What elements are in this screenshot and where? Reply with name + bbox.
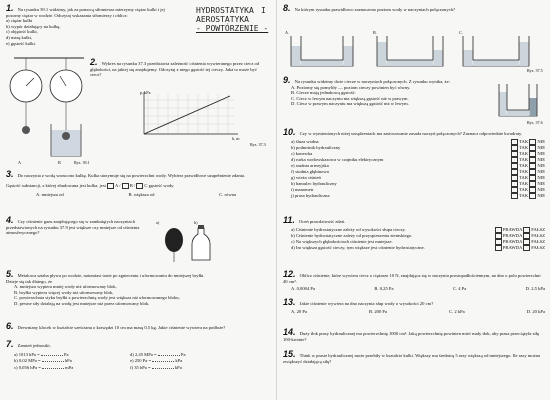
question-11-items [283, 227, 545, 251]
no-label: NIE [537, 180, 545, 186]
list-item: D. Ciecz w prawym naczyniu ma większą gęstość niż w lewym. [291, 101, 409, 107]
option-b-checkbox[interactable] [122, 183, 129, 189]
no-label: NIE [537, 144, 545, 150]
pressure-depth-graph [138, 90, 248, 142]
conversion-row [14, 364, 268, 371]
balloon-bottle-figure [162, 224, 222, 264]
figure-caption-39-1: Rys. 39.1 [74, 160, 90, 165]
option-b-label: B / [129, 182, 136, 188]
yes-checkbox[interactable] [511, 193, 518, 199]
title-mark: I [261, 6, 266, 15]
yes-no-row [291, 193, 545, 199]
question-text: Na rysunku 39.1 widzimy, jak za pomocą siłomierza mierzymy ciężar kulki i jej pozorny ciężar w wodzie. Odczytaj wskazania siłomierzy i oblicz: [6, 7, 165, 18]
device-name: d) rurka wodowskazowa w czajniku elektrycznym [291, 156, 384, 162]
list-item: e) gęstość kulki. [6, 40, 36, 46]
question-number: 13. [283, 297, 296, 307]
yes-label: TAK [519, 138, 530, 144]
question-1-items [6, 18, 181, 46]
true-label: PRAWDA [502, 238, 524, 244]
true-false-options [495, 245, 545, 251]
conversion-cell [14, 364, 124, 371]
question-text: Think w prasie hydraulicznej może przebiły w kształcie kulki. Większy ma średnicę 5 razy większą od mniejszego. Ile razy można zwiększyć działającą siłę? [283, 353, 541, 364]
yes-label: TAK [519, 150, 530, 156]
list-item: b) wypór działający na kulkę, [6, 23, 61, 29]
question-text: Czy ciśnienie gazu znajdującego się w zamkniętych naczyniach przedstawionych na rysunku 37.9 jest większe czy mniejsze od ciśnienia atmosferycznego? [6, 219, 140, 236]
question-3-choices [6, 192, 236, 198]
answer-choice[interactable]: D. 2,5 kPa [525, 286, 545, 292]
conversion-cell [130, 351, 240, 358]
false-label: FAŁSZ [531, 244, 545, 250]
question-text: Zamień jednostki. [17, 343, 51, 348]
figure-caption-37-3: Rys. 37.3 [250, 142, 266, 147]
no-label: NIE [537, 138, 545, 144]
answer-blank[interactable] [42, 364, 64, 369]
conversion-cell [130, 357, 240, 364]
conversion-cell [14, 351, 124, 358]
conversion-unit: mPa [63, 364, 74, 370]
yes-label: TAK [519, 174, 530, 180]
option-c-checkbox[interactable] [136, 183, 143, 189]
answer-blank[interactable] [152, 357, 174, 362]
list-item: D. pewne siły działają na wodę jest mniejsze niż przez uformowany blok. [14, 300, 150, 306]
label-b: B [58, 160, 61, 165]
true-label: PRAWDA [502, 232, 524, 238]
statement: a) Ciśnienie hydrostatyczne zależy od wysokości słupa cieczy. [291, 226, 406, 232]
question-number: 4. [6, 215, 14, 225]
conversion-expression: a) 1013 hPa = [14, 351, 41, 357]
question-5 [6, 269, 206, 307]
yes-label: TAK [519, 156, 530, 162]
answer-choice[interactable]: A. 0,0004 Pa [291, 286, 315, 292]
conversion-cell [130, 364, 240, 371]
answer-choice[interactable]: A. 20 Pa [291, 308, 307, 314]
list-item: A. Poziomy się pomyliły — poziom cieczy powinien być równy. [291, 84, 411, 90]
figure-caption-37-5: Rys. 37.5 [527, 68, 543, 73]
conversion-expression: e) 250 Pa = [130, 358, 153, 364]
question-number: 6. [6, 321, 14, 331]
no-checkbox[interactable] [529, 193, 536, 199]
no-label: NIE [537, 156, 545, 162]
false-checkbox[interactable] [523, 245, 530, 251]
device-name: e) studnia artezyjska [291, 162, 329, 168]
question-number: 9. [283, 75, 291, 85]
question-9-items [283, 85, 483, 107]
answer-blank[interactable] [152, 364, 174, 369]
choice-a: A. mniejsza od [36, 191, 64, 197]
yes-label: TAK [519, 186, 530, 192]
question-14 [283, 327, 545, 342]
question-7 [6, 339, 268, 370]
title-line-2: AEROSTATYKA [196, 15, 249, 24]
no-label: NIE [537, 186, 545, 192]
list-item: d) masę kulki, [6, 34, 33, 40]
question-number: 15. [283, 349, 296, 359]
list-item: B. Ciecze mają jednakową gęstość. [291, 90, 356, 96]
conversion-unit: Pa [179, 351, 186, 357]
question-text: Czy w wymienionych niżej urządzeniach ma zastosowanie zasada naczyń połączonych? Zaznacz odpowiednie kwadraty. [299, 131, 523, 136]
question-number: 10. [283, 127, 296, 137]
answer-blank[interactable] [42, 357, 64, 362]
list-item: B. bryłka wypiera więcej wody niż uformowany blok, [14, 289, 114, 295]
question-13 [283, 297, 545, 314]
question-number: 2. [90, 57, 98, 67]
question-10-items [283, 139, 545, 199]
question-text: Oceń prawdziwość zdań. [299, 219, 346, 224]
question-8 [283, 3, 545, 13]
page-divider [276, 0, 277, 400]
answer-choice[interactable]: C. 4 Pa [452, 286, 467, 292]
option-a-checkbox[interactable] [107, 183, 114, 189]
conversion-cell [14, 357, 124, 364]
device-name: b) podnośnik hydrauliczny [291, 144, 341, 150]
question-text: Drewniany klocek w kształcie sześcianu o krawędzi 10 cm ma masę 0,5 kg. Jakie ciśnienie wywiera na podłoże? [17, 325, 226, 330]
question-3 [6, 169, 268, 197]
connected-vessels-figure [283, 34, 545, 70]
answer-blank[interactable] [41, 351, 63, 356]
conversion-row [14, 357, 268, 364]
yes-label: TAK [519, 144, 530, 150]
question-number: 5. [6, 269, 14, 279]
false-label: FAŁSZ [531, 238, 545, 244]
unit-conversion-table [6, 351, 268, 371]
graph-x-label: h, m [232, 136, 240, 141]
conversion-unit: Pa [62, 351, 69, 357]
list-item: C. Ciecz w lewym naczyniu ma większą gęstość niż w prawym. [291, 95, 409, 101]
question-12 [283, 269, 545, 292]
question-1 [6, 3, 181, 46]
question-4 [6, 215, 156, 236]
device-name: c) konewka [291, 150, 313, 156]
question-6 [6, 321, 268, 331]
question-12-choices [283, 286, 545, 292]
choice-c: C. równa [219, 191, 236, 197]
question-number: 3. [6, 169, 14, 179]
conversion-unit: hPa [63, 358, 72, 364]
conversion-row [14, 351, 268, 358]
yes-label: TAK [519, 180, 530, 186]
device-name: a) śluza wodna [291, 138, 319, 144]
yes-label: TAK [519, 162, 530, 168]
question-text: Wykres na rysunku 37.3 przedstawia zależność ciśnienia wywieranego przez ciecz od głębokości, na jakiej się znajdujemy. Odczytaj z niego gęstość tej cieczy. Jaka to może być ciecz? [90, 61, 260, 78]
question-5-items [6, 284, 206, 306]
question-text: Metalowa sztaba pływa po wodzie, natomiast tonie po zgnieceniu i uformowaniu do mniejszej bryłki. Dzieje się tak dlatego, że [6, 273, 205, 284]
spring-scales-figure [6, 56, 91, 166]
vessel-label-b: B. [373, 30, 377, 35]
statement: c) Na większych głębokościach ciśnienie jest mniejsze. [291, 238, 393, 244]
true-label: PRAWDA [502, 226, 524, 232]
question-number: 7. [6, 339, 14, 349]
question-15 [283, 349, 545, 364]
graph-y-label: p, kPa [140, 90, 151, 95]
question-3-sentence [6, 183, 268, 189]
conversion-unit: kPa [173, 364, 182, 370]
sentence-part-2: gęstość wody. [148, 182, 175, 188]
list-item: C. powierzchnia styku bryłki z powierzchnią wody jest większa niż uformowanego bloku, [14, 295, 180, 301]
question-number: 14. [283, 327, 296, 337]
device-name: g) wieża ciśnień [291, 174, 321, 180]
answer-choice[interactable]: C. 2 kPa [449, 308, 465, 314]
conversion-unit: kPa [174, 358, 183, 364]
conversion-expression: c) 0,056 hPa = [14, 364, 42, 370]
handwritten-title [196, 6, 271, 33]
fig-label-b: b) [194, 220, 198, 225]
u-tube-figure [493, 82, 543, 122]
answer-choice[interactable]: D. 20 kPa [526, 308, 545, 314]
question-text: Jakie ciśnienie wywiera na dno naczynia słup wody o wysokości 20 cm? [299, 301, 434, 306]
conversion-expression: f) 35 hPa = [130, 364, 152, 370]
no-label: NIE [537, 168, 545, 174]
question-10 [283, 127, 545, 199]
no-label: NIE [537, 174, 545, 180]
device-name: j) prasa hydrauliczna [291, 192, 330, 198]
answer-choice[interactable]: B. 0,25 Pa [374, 286, 394, 292]
vessel-label-a: A. [285, 30, 290, 35]
question-number: 11. [283, 215, 295, 225]
statement: d) Im większa gęstość cieczy, tym większe jest ciśnienie hydrostatyczne. [291, 244, 425, 250]
question-text: Na rysunku widzimy dwie ciecze w naczyniach połączonych. Z rysunku wynika, że: [294, 79, 450, 84]
question-11 [283, 215, 545, 251]
device-name: h) hamulec hydrauliczny [291, 180, 337, 186]
list-item: a) ciężar kulki [6, 18, 33, 24]
label-a: A [18, 160, 22, 165]
conversion-expression: d) 2,45 MPa = [130, 351, 158, 357]
question-number: 8. [283, 3, 291, 13]
true-false-row [291, 245, 545, 251]
question-9 [283, 75, 483, 107]
title-line-1: HYDROSTATYKA [196, 6, 254, 15]
title-subtitle: - POWTÓRZENIE - [196, 24, 269, 33]
list-item: A. mniejsza wypiera mniej wody niż uformowany blok, [14, 284, 117, 290]
choice-b: B. większa od [128, 191, 155, 197]
no-label: NIE [537, 192, 545, 198]
question-number: 12. [283, 269, 296, 279]
yes-no-options [511, 193, 545, 199]
option-c-label: C [144, 182, 148, 188]
answer-choice[interactable]: B. 200 Pa [368, 308, 387, 314]
device-name: f) studnia głębinowa [291, 168, 329, 174]
device-name: i) manometr [291, 186, 314, 192]
question-text: Do naczynia z wodą wrzucono kulkę. Kulka utrzymuje się na powierzchni wody. Wybierz prawidłowe uzupełnienie zdania. [17, 173, 246, 178]
question-text: Na którym rysunku prawidłowo zaznaczono poziom wody w naczyniach połączonych? [294, 7, 456, 12]
yes-label: TAK [519, 192, 530, 198]
true-checkbox[interactable] [495, 245, 502, 251]
fig-label-a: a) [156, 220, 160, 225]
option-a-label: A / [115, 182, 121, 188]
question-text: Duży tłok prasy hydraulicznej ma powierzchnię 1000 cm². Jaką powierzchnię powinien mieć mały tłok, aby prasa przeciążyła siłę 100-krotnie? [283, 331, 539, 342]
question-2 [90, 57, 268, 78]
list-item: c) objętość kulki, [6, 29, 38, 35]
question-number: 1. [6, 3, 14, 13]
conversion-expression: b) 0,02 MPa = [14, 358, 42, 364]
no-label: NIE [537, 162, 545, 168]
figure-caption-37-6: Rys. 37.6 [527, 120, 543, 125]
yes-label: TAK [519, 168, 530, 174]
sentence-part-1: Gęstość substancji, z której zbudowana jest kulka, jest [6, 182, 106, 188]
statement: b) Ciśnienie hydrostatyczne zależy od przyspieszenia ziemskiego. [291, 232, 413, 238]
answer-blank[interactable] [158, 351, 180, 356]
false-label: FAŁSZ [531, 226, 545, 232]
no-label: NIE [537, 150, 545, 156]
true-label: PRAWDA [502, 244, 524, 250]
question-text: Oblicz ciśnienie, które wywiera ciecz o ciężarze 10 N, znajdująca się w naczyniu prostopadłościennym, na dno o polu powierzchni 40 cm². [283, 273, 541, 284]
false-label: FAŁSZ [531, 232, 545, 238]
vessel-label-c: C. [459, 30, 463, 35]
question-13-choices [283, 309, 545, 315]
